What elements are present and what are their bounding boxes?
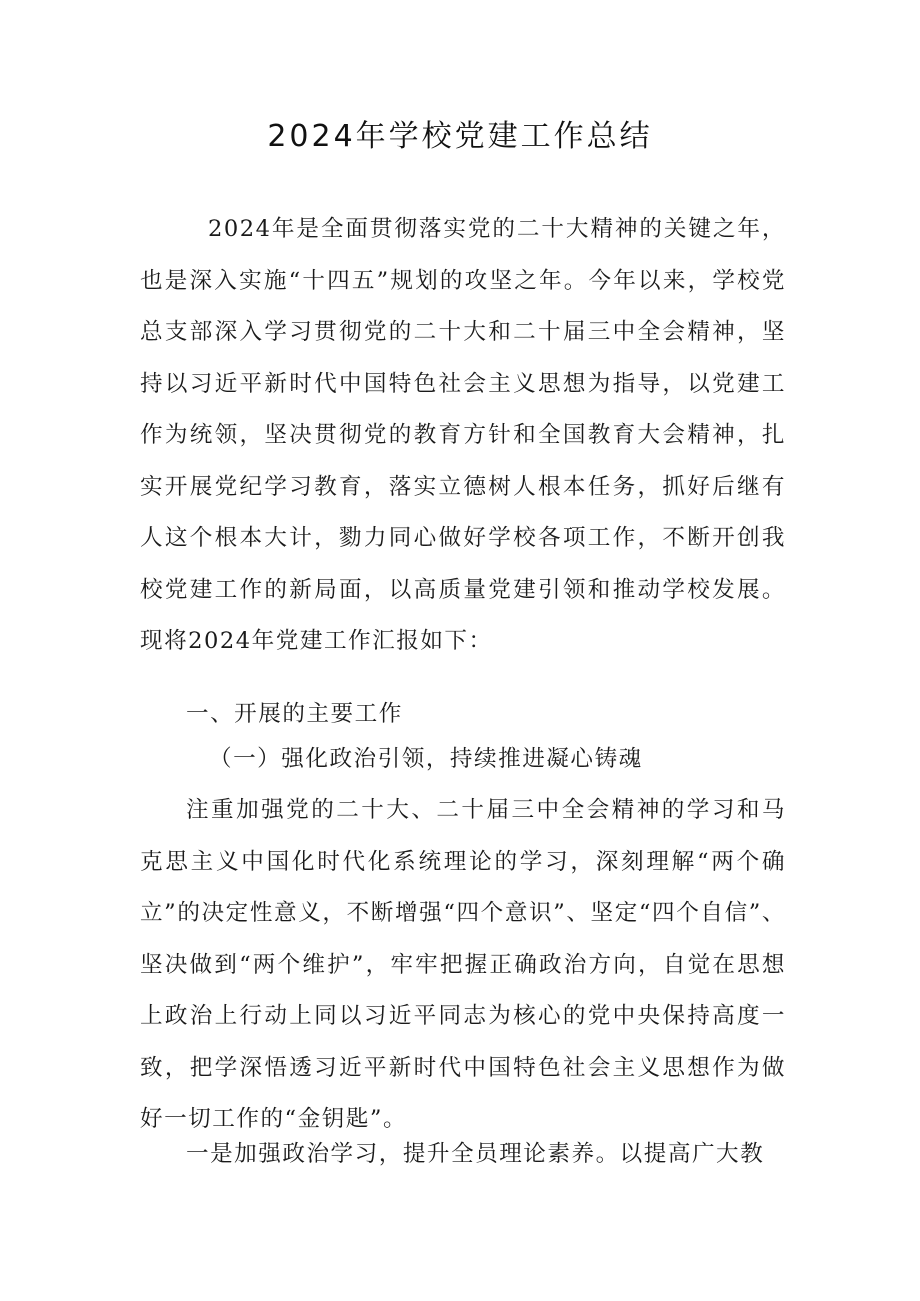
point-paragraph: 一是加强政治学习，提升全员理论素养。以提高广大教 — [186, 1141, 765, 1167]
section-heading: 一、开展的主要工作 — [186, 701, 403, 727]
intro-paragraph: 2024年是全面贯彻落实党的二十大精神的关键之年，也是深入实施“十四五”规划的攻坚之年。今年以来，学校党总支部深入学习贯彻党的二十大和二十届三中全会精神，坚持以习近平新时代中国特色社会主义思想为指导，以党建工作为统领，坚决贯彻党的教育方针和全国教育大会精神，扎实开展党纪学习教育，落实立德树人根本任务，抓好后继有人这个根本大计，勠力同心做好学校各项工作，不断开创我校党建工作的新局面，以高质量党建引领和推动学校发展。现将2024年党建工作汇报如下： — [140, 216, 786, 654]
subsection-paragraph: 注重加强党的二十大、二十届三中全会精神的学习和马克思主义中国化时代化系统理论的学习，深刻理解“两个确立”的决定性意义，不断增强“四个意识”、坚定“四个自信”、坚决做到“两个维护”，牢牢把握正确政治方向，自觉在思想上政治上行动上同以习近平同志为核心的党中央保持高度一致，把学深悟透习近平新时代中国特色社会主义思想作为做好一切工作的“金钥匙”。 — [140, 797, 786, 1132]
document-title: 2024年学校党建工作总结 — [267, 119, 653, 154]
subsection-heading: （一）强化政治引领，持续推进凝心铸魂 — [209, 746, 643, 772]
